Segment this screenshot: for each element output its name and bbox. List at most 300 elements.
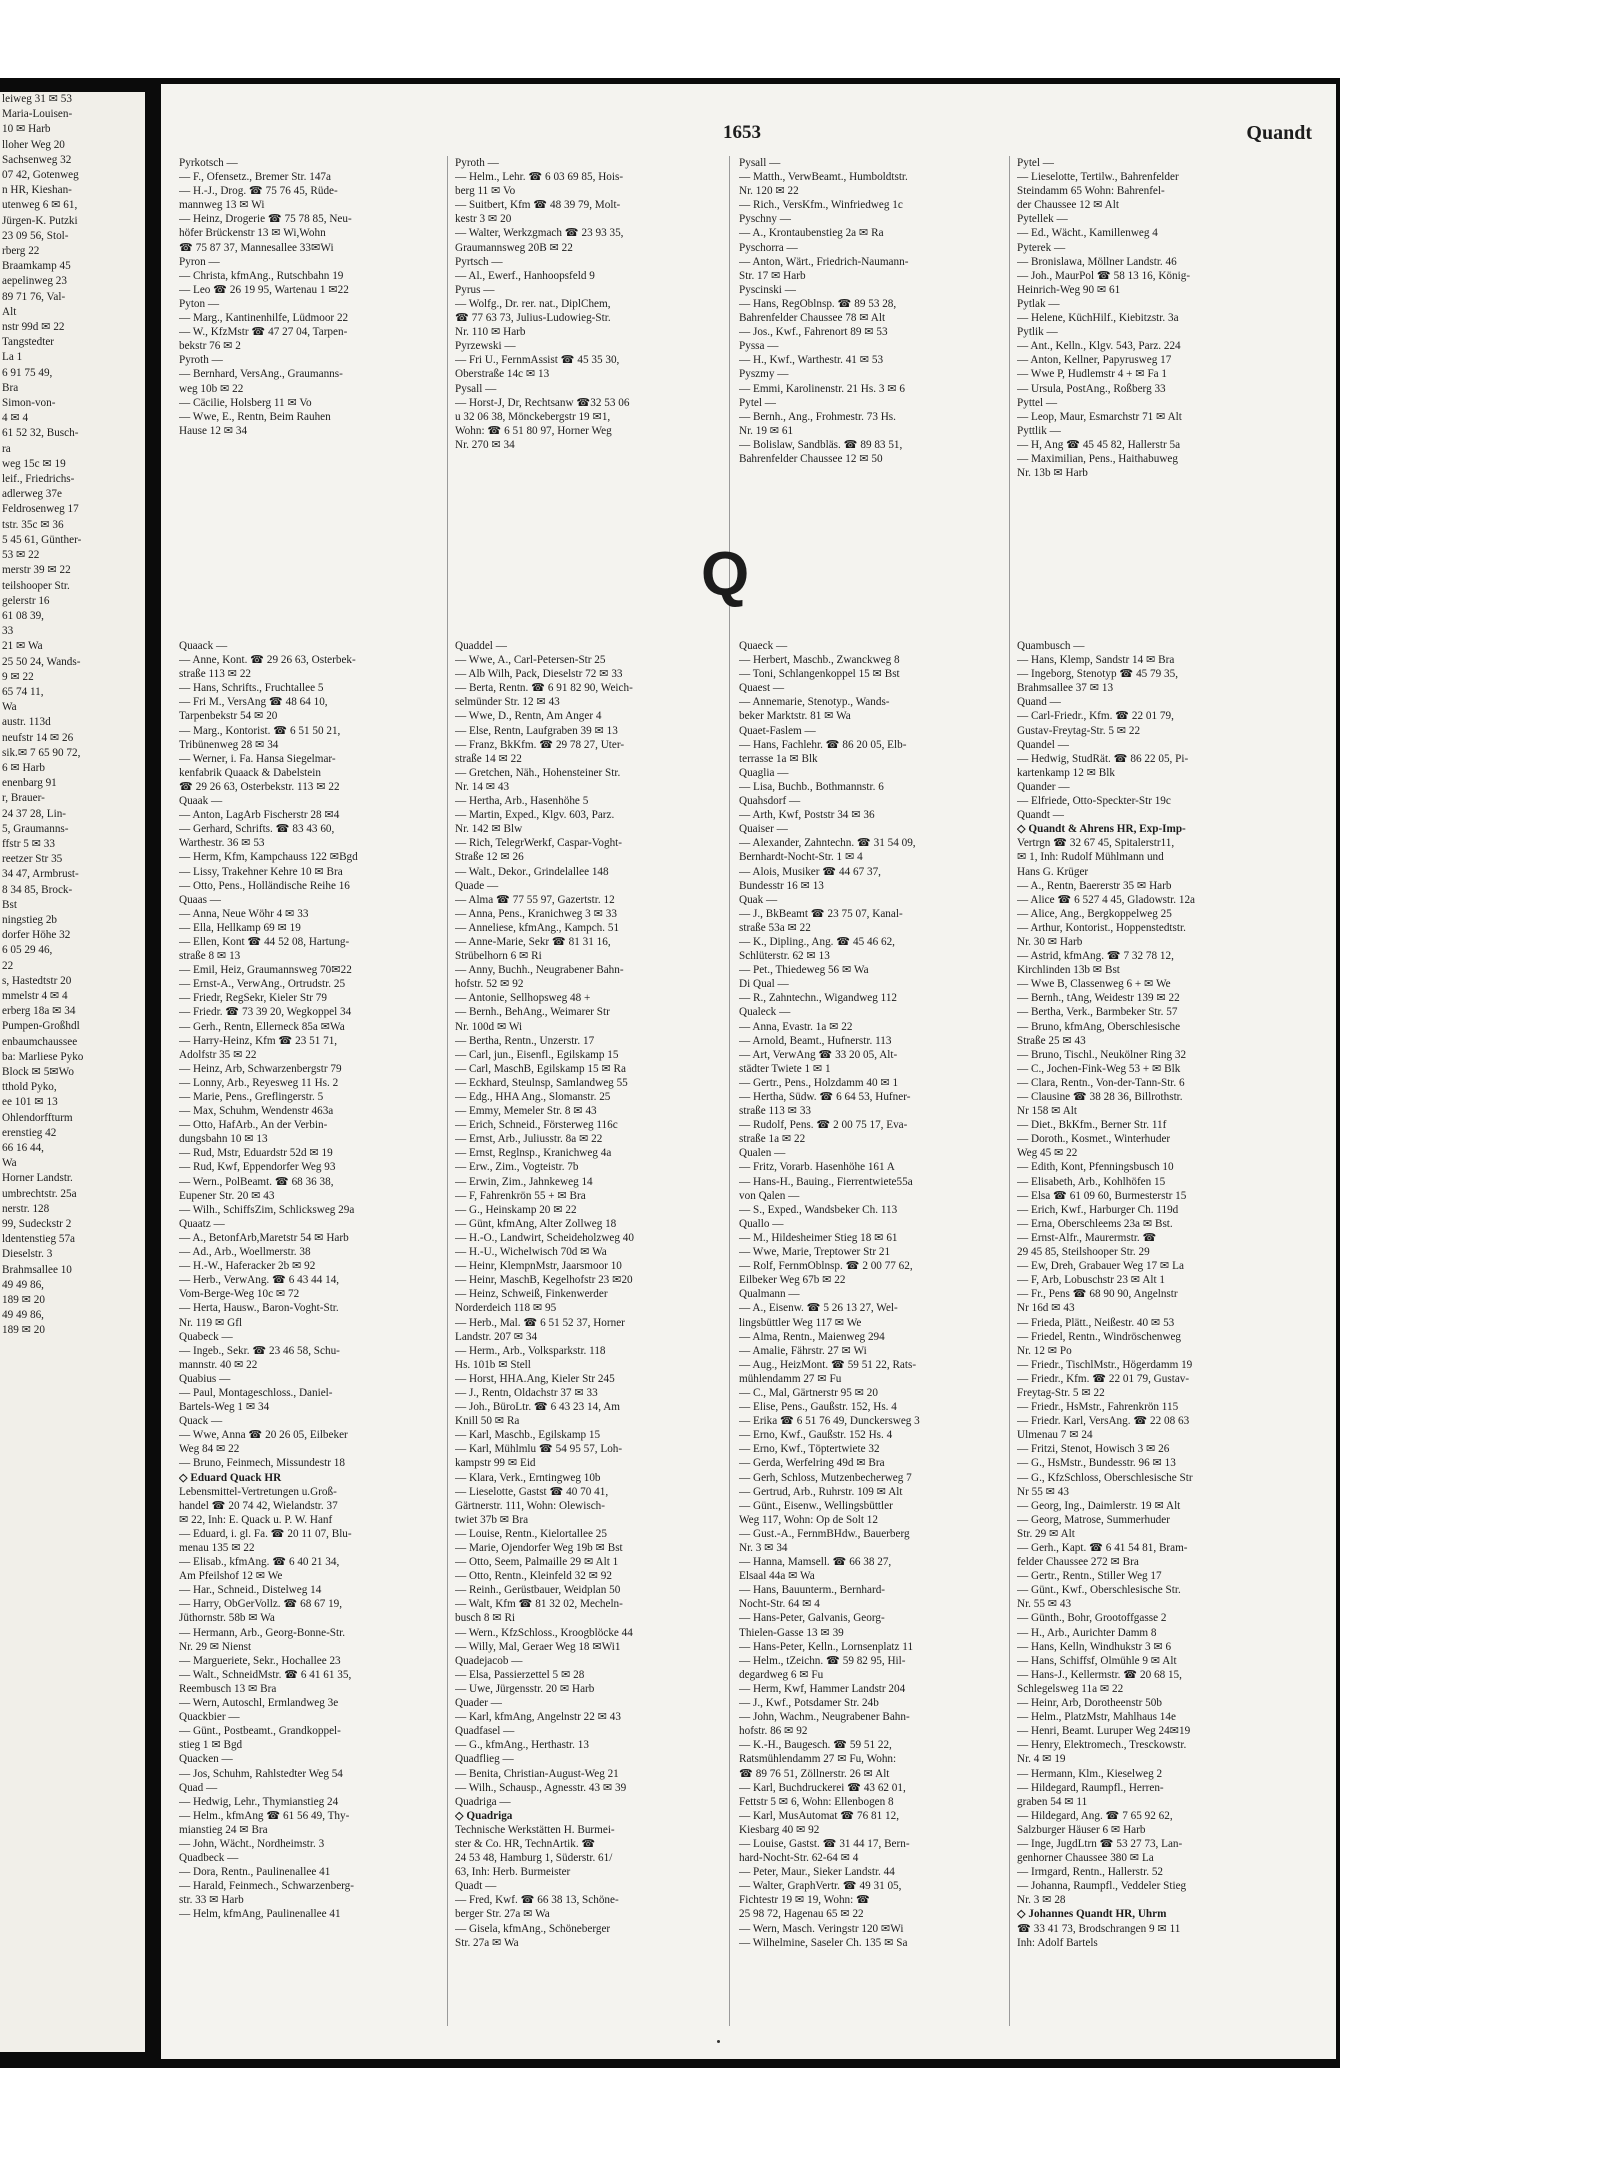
directory-entry-line: — Matth., VerwBeamt., Humboldtstr. (739, 171, 908, 184)
prev-page-line: Feldrosenweg 17 (2, 503, 79, 516)
directory-entry-line: — Carl, jun., Eisenfl., Egilskamp 15 (455, 1048, 619, 1061)
directory-entry-line: — Helm, kfmAng, Paulinenallee 41 (179, 1908, 341, 1921)
directory-entry-line: Eupener Str. 20 ✉ 43 (179, 1189, 275, 1202)
directory-entry-line: Nr. 120 ✉ 22 (739, 185, 799, 198)
prev-page-line: 9 ✉ 22 (2, 670, 34, 683)
surname-heading: Quandt — (1017, 809, 1064, 822)
directory-entry-line: — Bolislaw, Sandbläs. ☎ 89 83 51, (739, 438, 903, 451)
directory-entry-line: — Anneliese, kfmAng., Kampch. 51 (455, 921, 620, 934)
directory-entry-line: busch 8 ✉ Ri (455, 1612, 516, 1625)
directory-entry-line: — Doroth., Kosmet., Winterhuder (1017, 1133, 1171, 1146)
directory-entry-line: — Wilh., Schausp., Agnesstr. 43 ✉ 39 (455, 1781, 627, 1794)
directory-entry-line: — Bruno, Feinmech, Missundestr 18 (179, 1457, 345, 1470)
directory-entry-line: Kiesbarg 40 ✉ 92 (739, 1823, 820, 1836)
directory-entry-line: — Elfriede, Otto-Speckter-Str 19c (1017, 795, 1171, 808)
column-rule (1009, 156, 1010, 2026)
directory-entry-line: Fettstr 5 ✉ 6, Wohn: Ellenbogen 8 (739, 1795, 894, 1808)
directory-entry-line: straße 14 ✉ 22 (455, 752, 522, 765)
prev-page-line: 25 50 24, Wands- (2, 655, 81, 668)
directory-entry-line: — Herm, Kwf, Hammer Landstr 204 (739, 1682, 906, 1695)
directory-entry-line: — Karl, MusAutomat ☎ 76 81 12, (739, 1809, 899, 1822)
directory-entry-line: — Joh., MaurPol ☎ 58 13 16, König- (1017, 269, 1191, 282)
surname-heading: Qualen — (739, 1147, 786, 1160)
directory-entry-line: — Karl, Buchdruckerei ☎ 43 62 01, (739, 1781, 906, 1794)
directory-entry-line: Nr 55 ✉ 43 (1017, 1485, 1069, 1498)
surname-heading: Quallo — (739, 1217, 784, 1230)
prev-page-line: 34 47, Armbrust- (2, 868, 79, 881)
directory-entry-line: 29 45 85, Steilshooper Str. 29 (1017, 1246, 1150, 1259)
directory-entry-line: — Friedr. ☎ 73 39 20, Wegkoppel 34 (179, 1006, 352, 1019)
directory-entry-line: — Gerda, Werfelring 49d ✉ Bra (739, 1457, 885, 1470)
directory-entry-line: — Anton, LagArb Fischerstr 28 ✉4 (179, 809, 340, 822)
directory-entry-line: — Friedr., HsMstr., Fahrenkrön 115 (1017, 1401, 1179, 1414)
directory-entry-line: — Frieda, Plätt., Neißestr. 40 ✉ 53 (1017, 1316, 1175, 1329)
directory-entry-line: — Elsa ☎ 61 09 60, Burmesterstr 15 (1017, 1189, 1187, 1202)
prev-page-line: s, Hastedtstr 20 (2, 974, 72, 987)
directory-entry-line: — Lisa, Buchb., Bothmannstr. 6 (739, 780, 884, 793)
directory-entry-line: — Hans, Kelln, Windhukstr 3 ✉ 6 (1017, 1640, 1172, 1653)
directory-entry-line: — Berta, Rentn. ☎ 6 91 82 90, Weich- (455, 682, 633, 695)
directory-entry-line: hofstr. 86 ✉ 92 (739, 1725, 808, 1738)
prev-page-line: ba: Marliese Pyko (2, 1050, 84, 1063)
surname-heading: Pyton — (179, 297, 220, 310)
prev-page-line: 22 (2, 959, 14, 972)
surname-heading: Pyschny — (739, 213, 791, 226)
directory-entry-line: hofstr. 52 ✉ 92 (455, 978, 524, 991)
directory-entry-line: — Helm., PlatzMstr, Mahlhaus 14e (1017, 1711, 1176, 1724)
directory-entry-line: — Elisabeth, Arb., Kohlhöfen 15 (1017, 1175, 1166, 1188)
prev-page-line: Bst (2, 898, 17, 911)
directory-entry-line: — Elise, Pens., Gaußstr. 152, Hs. 4 (739, 1401, 897, 1414)
directory-entry-line: — G., kfmAng., Herthastr. 13 (455, 1739, 589, 1752)
directory-entry-line: — Hildegard, Ang. ☎ 7 65 92 62, (1017, 1809, 1173, 1822)
directory-entry-line: weg 10b ✉ 22 (179, 382, 244, 395)
surname-heading: Quadejacob — (455, 1654, 523, 1667)
directory-entry-line: — Diet., BkKfm., Berner Str. 11f (1017, 1119, 1167, 1132)
prev-page-line: gelerstr 16 (2, 594, 50, 607)
directory-entry-line: — J., BkBeamt ☎ 23 75 07, Kanal- (739, 907, 903, 920)
directory-entry-line: — Gertrud, Arb., Ruhrstr. 109 ✉ Alt (739, 1485, 903, 1498)
directory-entry-line: — Otto, HafArb., An der Verbin- (179, 1119, 328, 1132)
directory-entry-line: Ulmenau 7 ✉ 24 (1017, 1429, 1093, 1442)
directory-entry-line: Gustav-Freytag-Str. 5 ✉ 22 (1017, 724, 1141, 737)
prev-page-line: teilshooper Str. (2, 579, 70, 592)
directory-entry-line: — Annemarie, Stenotyp., Wands- (739, 696, 890, 709)
directory-entry-line: Lebensmittel-Vertretungen u.Groß- (179, 1485, 337, 1498)
directory-entry-line: — Hans, Fachlehr. ☎ 86 20 05, Elb- (739, 738, 907, 751)
surname-heading: Pyrtsch — (455, 255, 503, 268)
surname-heading: Quand — (1017, 696, 1061, 709)
prev-page-line: Braamkamp 45 (2, 260, 71, 273)
directory-entry-line: u 32 06 38, Mönckebergstr 19 ✉1, (455, 410, 611, 423)
surname-heading: Quaddel — (455, 640, 507, 652)
surname-heading: Quandel — (1017, 738, 1069, 751)
directory-entry-line: — Ernst-Alfr., Maurermstr. ☎ (1017, 1231, 1157, 1244)
directory-entry-line: — Benita, Christian-August-Weg 21 (455, 1767, 619, 1780)
directory-entry-line: ster & Co. HR, TechnArtik. ☎ (455, 1837, 596, 1850)
directory-entry-line: Freytag-Str. 5 ✉ 22 (1017, 1386, 1105, 1399)
prev-page-line: enbaumchaussee (2, 1035, 78, 1048)
prev-page-line: adlerweg 37e (2, 488, 62, 501)
directory-entry-line: Steindamm 65 Wohn: Bahrenfel- (1017, 185, 1165, 198)
directory-entry-line: — S., Exped., Wandsbeker Ch. 113 (739, 1203, 898, 1216)
surname-heading: Pytlak — (1017, 297, 1060, 310)
prev-page-line: 6 ✉ Harb (2, 761, 45, 774)
directory-entry-line: — Jos., Kwf., Fahrenort 89 ✉ 53 (739, 326, 888, 339)
directory-entry-line: — Ernst, Reglnsp., Kranichweg 4a (455, 1147, 612, 1160)
directory-entry-line: Nr. 110 ✉ Harb (455, 326, 526, 339)
directory-entry-line: — Fri U., FernmAssist ☎ 45 35 30, (455, 354, 620, 367)
directory-entry-line: Nocht-Str. 64 ✉ 4 (739, 1598, 820, 1611)
directory-entry-line: — Walt., Dekor., Grindelallee 148 (455, 865, 609, 878)
directory-entry-line: Nr 16d ✉ 43 (1017, 1302, 1075, 1315)
directory-entry-line: mannweg 13 ✉ Wi (179, 199, 265, 212)
directory-entry-line: — Fritzi, Stenot, Howisch 3 ✉ 26 (1017, 1443, 1170, 1456)
surname-heading: Quadriga — (455, 1795, 511, 1808)
directory-entry-line: Strübelhorn 6 ✉ Ri (455, 950, 542, 963)
entries-column-4-top (1017, 156, 1279, 511)
directory-entry-line: mianstieg 24 ✉ Bra (179, 1823, 268, 1836)
directory-entry-line: — Heinz, Schweiß, Finkenwerder (455, 1288, 608, 1301)
prev-page-line: 53 ✉ 22 (2, 549, 40, 562)
directory-entry-line: — Friedr, RegSekr, Kieler Str 79 (179, 992, 327, 1005)
directory-entry-line: — Bruno, Tischl., Neukölner Ring 32 (1017, 1048, 1187, 1061)
prev-page-line: nerstr. 128 (2, 1202, 50, 1215)
directory-entry-line: — F, Arb, Lobuschstr 23 ✉ Alt 1 (1017, 1274, 1166, 1287)
prev-page-line: austr. 113d (2, 716, 51, 729)
surname-heading: Quambusch — (1017, 640, 1085, 652)
directory-entry-line: — G., HsMstr., Bundesstr. 96 ✉ 13 (1017, 1457, 1176, 1470)
directory-entry-line: — Wwe B, Classenweg 6 + ✉ We (1017, 978, 1171, 991)
directory-entry-line: — Heinr, Arb, Dorotheenstr 50b (1017, 1697, 1162, 1710)
column-rule (447, 156, 448, 2026)
directory-entry-line: — Al., Ewerf., Hanhoopsfeld 9 (455, 269, 595, 282)
directory-entry-line: Norderdeich 118 ✉ 95 (455, 1302, 557, 1315)
surname-heading: Pyschorra — (739, 241, 798, 254)
directory-entry-line: — A., Rentn, Baererstr 35 ✉ Harb (1017, 879, 1172, 892)
prev-page-line: 6 05 29 46, (2, 944, 53, 957)
directory-entry-line: — Jos, Schuhm, Rahlstedter Weg 54 (179, 1767, 343, 1780)
prev-page-line: 33 (2, 625, 14, 638)
directory-entry-line: Tribünenweg 28 ✉ 34 (179, 738, 279, 751)
directory-entry-line: Ratsmühlendamm 27 ✉ Fu, Wohn: (739, 1753, 897, 1766)
directory-entry-line: — Ew, Dreh, Grabauer Weg 17 ✉ La (1017, 1260, 1184, 1273)
directory-entry-line: — Alice ☎ 6 527 4 45, Gladowstr. 12a (1017, 893, 1195, 906)
surname-heading: Quadt — (455, 1880, 497, 1893)
entries-column-2 (455, 639, 717, 2034)
surname-heading: ◇ Quandt & Ahrens HR, Exp-Imp- (1017, 823, 1186, 836)
directory-entry-line: — Heinr, MaschB, Kegelhofstr 23 ✉20 (455, 1274, 633, 1287)
directory-entry-line: — Ellen, Kont ☎ 44 52 08, Hartung- (179, 935, 350, 948)
directory-entry-line: Vom-Berge-Weg 10c ✉ 72 (179, 1288, 300, 1301)
surname-heading: Quader — (455, 1697, 502, 1710)
directory-entry-line: Straße 12 ✉ 26 (455, 851, 524, 864)
directory-entry-line: — Herm, Kfm, Kampchauss 122 ✉Bgd (179, 851, 358, 864)
directory-entry-line: — Hans-J., Kellermstr. ☎ 20 68 15, (1017, 1668, 1182, 1681)
directory-entry-line: — A., Krontaubenstieg 2a ✉ Ra (739, 227, 884, 240)
directory-entry-line: — Heinz, Drogerie ☎ 75 78 85, Neu- (179, 213, 352, 226)
directory-entry-line: — Karl, Maschb., Egilskamp 15 (455, 1429, 601, 1442)
directory-entry-line: Bartels-Weg 1 ✉ 34 (179, 1401, 270, 1414)
directory-entry-line: — Erna, Oberschleems 23a ✉ Bst. (1017, 1217, 1173, 1230)
directory-entry-line: — Emmi, Karolinenstr. 21 Hs. 3 ✉ 6 (739, 382, 905, 395)
directory-entry-line: — W., KfzMstr ☎ 47 27 04, Tarpen- (179, 326, 348, 339)
prev-page-line: dorfer Höhe 32 (2, 929, 71, 942)
prev-page-line: tstr. 35c ✉ 36 (2, 518, 64, 531)
directory-entry-line: — Gust.-A., FernmBHdw., Bauerberg (739, 1527, 910, 1540)
directory-entry-line: — Elisab., kfmAng. ☎ 6 40 21 34, (179, 1556, 340, 1569)
prev-page-line: n HR, Kieshan- (2, 184, 72, 197)
directory-entry-line: — Hertha, Südw. ☎ 6 64 53, Hufner- (739, 1091, 911, 1103)
prev-page-line: 89 71 76, Val- (2, 290, 66, 303)
directory-entry-line: hard-Nocht-Str. 62-64 ✉ 4 (739, 1852, 859, 1865)
directory-entry-line: Bahrenfelder Chaussee 78 ✉ Alt (739, 312, 886, 325)
prev-page-line: rberg 22 (2, 245, 40, 258)
directory-entry-line: straße 53a ✉ 22 (739, 921, 811, 934)
prev-page-line: ffstr 5 ✉ 33 (2, 837, 55, 850)
surname-heading: Quackbier — (179, 1711, 240, 1724)
directory-entry-line: ☎ 89 76 51, Zöllnerstr. 26 ✉ Alt (739, 1767, 890, 1780)
surname-heading: Pyszmy — (739, 368, 789, 381)
directory-entry-line: Weg 84 ✉ 22 (179, 1443, 240, 1456)
surname-heading: Pyroth — (455, 157, 499, 169)
prev-page-line: 5 45 61, Günther- (2, 533, 82, 546)
directory-entry-line: Straße 25 ✉ 43 (1017, 1034, 1086, 1047)
print-mark (717, 2040, 720, 2043)
directory-entry-line: — Otto, Pens., Holländische Reihe 16 (179, 879, 350, 892)
directory-entry-line: — J., Kwf., Potsdamer Str. 24b (739, 1697, 879, 1710)
prev-page-line: Block ✉ 5✉Wo (2, 1066, 74, 1078)
surname-heading: Pyttel — (1017, 396, 1058, 409)
directory-entry-line: — Alb Wilh, Pack, Dieselstr 72 ✉ 33 (455, 668, 623, 681)
directory-entry-line: — Maximilian, Pens., Haithabuweg (1017, 452, 1178, 465)
prev-page-line: 5, Graumanns- (2, 822, 69, 835)
entries-column-1 (179, 639, 441, 2034)
entries-column-1-top (179, 156, 441, 511)
directory-entry-line: — Toni, Schlangenkoppel 15 ✉ Bst (739, 668, 900, 681)
directory-entry-line: — Anna, Neue Wöhr 4 ✉ 33 (179, 907, 309, 920)
directory-entry-line: — Hans, Klemp, Sandstr 14 ✉ Bra (1017, 654, 1175, 667)
directory-entry-line: — Louise, Rentn., Kielortallee 25 (455, 1527, 607, 1540)
directory-entry-line: bekstr 76 ✉ 2 (179, 340, 241, 353)
prev-page-line: 24 37 28, Lin- (2, 807, 67, 820)
directory-entry-line: — Erno, Kwf., Töptertwiete 32 (739, 1443, 880, 1456)
directory-entry-line: — Horst, HHA.Ang, Kieler Str 245 (455, 1372, 615, 1385)
directory-entry-line: — Hans-H., Bauing., Fierrentwiete55a (739, 1175, 913, 1188)
surname-heading: Quander — (1017, 780, 1070, 793)
prev-page-line: Tangstedter (2, 336, 55, 349)
directory-entry-line: Hause 12 ✉ 34 (179, 424, 248, 437)
directory-entry-line: — John, Wachm., Neugrabener Bahn- (739, 1711, 910, 1724)
directory-entry-line: — Hanna, Mamsell. ☎ 66 38 27, (739, 1556, 892, 1569)
directory-entry-line: — Anne-Marie, Sekr ☎ 81 31 16, (455, 935, 611, 948)
surname-heading: Pyrzewski — (455, 340, 516, 353)
directory-entry-line: — Walt, Kfm ☎ 81 32 02, Mecheln- (455, 1598, 623, 1611)
surname-heading: Quahsdorf — (739, 795, 801, 808)
directory-entry-line: — Fritz, Vorarb. Hasenhöhe 161 A (739, 1161, 895, 1174)
directory-entry-line: straße 8 ✉ 13 (179, 950, 241, 963)
directory-entry-line: Brahmsallee 37 ✉ 13 (1017, 682, 1114, 695)
prev-page-line: sik.✉ 7 65 90 72, (2, 746, 81, 759)
directory-entry-line: — Franz, BkKfm. ☎ 29 78 27, Uter- (455, 738, 625, 751)
directory-entry-line: — Rolf, FernmOblnsp. ☎ 2 00 77 62, (739, 1260, 913, 1273)
surname-heading: Pyttlik — (1017, 424, 1061, 437)
directory-entry-line: Weg 117, Wohn: Op de Solt 12 (739, 1513, 878, 1526)
prev-page-line: erenstieg 42 (2, 1126, 57, 1139)
directory-entry-line: — Rud, Kwf, Eppendorfer Weg 93 (179, 1161, 336, 1174)
directory-entry-line: — Anne, Kont. ☎ 29 26 63, Osterbek- (179, 654, 356, 667)
directory-entry-line: — Friedr., TischlMstr., Högerdamm 19 (1017, 1358, 1193, 1371)
surname-heading: Pytel — (1017, 157, 1054, 169)
directory-entry-line: — Ursula, PostAng., Roßberg 33 (1017, 382, 1166, 395)
surname-heading: Quadflieg — (455, 1753, 514, 1766)
directory-entry-line: — Lieselotte, Tertilw., Bahrenfelder (1017, 171, 1179, 184)
prev-page-line: weg 15c ✉ 19 (2, 457, 66, 470)
directory-entry-line: Elsaal 44a ✉ Wa (739, 1570, 815, 1583)
directory-entry-line: Weg 45 ✉ 22 (1017, 1147, 1078, 1160)
prev-page-line: 189 ✉ 20 (2, 1294, 45, 1307)
prev-page-line: merstr 39 ✉ 22 (2, 564, 71, 577)
directory-entry-line: — Rudolf, Pens. ☎ 2 00 75 17, Eva- (739, 1119, 908, 1132)
surname-heading: Quaas — (179, 893, 221, 906)
directory-entry-line: mühlendamm 27 ✉ Fu (739, 1372, 842, 1385)
directory-entry-line: stieg 1 ✉ Bgd (179, 1739, 243, 1752)
directory-entry-line: Knill 50 ✉ Ra (455, 1415, 520, 1428)
directory-entry-line: — Suitbert, Kfm ☎ 48 39 79, Molt- (455, 199, 621, 212)
directory-entry-line: — H.-J., Drog. ☎ 75 76 45, Rüde- (179, 185, 338, 198)
directory-entry-line: — Herbert, Maschb., Zwanckweg 8 (739, 654, 900, 667)
directory-entry-line: Nr. 142 ✉ Blw (455, 823, 523, 836)
directory-entry-line: — Harry-Heinz, Kfm ☎ 23 51 71, (179, 1034, 338, 1047)
directory-entry-line: ☎ 77 63 73, Julius-Ludowieg-Str. (455, 312, 611, 325)
directory-entry-line: terrasse 1a ✉ Blk (739, 752, 818, 765)
prev-page-line: ra (2, 442, 11, 455)
directory-entry-line: — Erno, Kwf., Gaußstr. 152 Hs. 4 (739, 1429, 893, 1442)
page-number: 1653 (723, 122, 761, 143)
directory-entry-line: Graumannsweg 20B ✉ 22 (455, 241, 573, 254)
directory-entry-line: — Antonie, Sellhopsweg 48 + (455, 992, 591, 1005)
prev-page-line: La 1 (2, 351, 23, 364)
directory-entry-line: Gärtnerstr. 111, Wohn: Olewisch- (455, 1499, 605, 1512)
surname-heading: Pyssa — (739, 340, 779, 353)
column-rule (729, 156, 730, 2026)
surname-heading: Quabius — (179, 1372, 231, 1385)
prev-page-line: 23 09 56, Stol- (2, 229, 69, 242)
directory-entry-line: — Harry, ObGerVollz. ☎ 68 67 19, (179, 1598, 343, 1611)
directory-entry-line: — G., KfzSchloss, Oberschlesische Str (1017, 1471, 1193, 1484)
surname-heading: Quacken — (179, 1753, 233, 1766)
directory-entry-line: Str. 27a ✉ Wa (455, 1936, 519, 1949)
directory-entry-line: — Wolfg., Dr. rer. nat., DiplChem, (455, 297, 611, 310)
directory-entry-line: — Anton, Wärt., Friedrich-Naumann- (739, 255, 909, 268)
surname-heading: Quaak — (179, 795, 223, 808)
directory-entry-line: — Helm., kfmAng ☎ 61 56 49, Thy- (179, 1809, 350, 1822)
directory-entry-line: — Johanna, Raumpfl., Veddeler Stieg (1017, 1880, 1187, 1893)
surname-heading: Quaeck — (739, 640, 788, 652)
directory-entry-line: — Leop, Maur, Esmarchstr 71 ✉ Alt (1017, 410, 1182, 423)
prev-page-line: 61 08 39, (2, 609, 44, 622)
directory-entry-line: Thielen-Gasse 13 ✉ 39 (739, 1626, 844, 1639)
prev-page-line: enenbarg 91 (2, 777, 57, 790)
directory-entry-line: Wohn: ☎ 6 51 80 97, Horner Weg (455, 424, 612, 437)
directory-entry-line: — Edg., HHA Ang., Slomanstr. 25 (455, 1091, 611, 1103)
directory-entry-line: — Arnold, Beamt., Hufnerstr. 113 (739, 1034, 892, 1047)
directory-entry-line: Tarpenbekstr 54 ✉ 20 (179, 710, 278, 723)
directory-entry-line: — Lonny, Arb., Reyesweg 11 Hs. 2 (179, 1076, 339, 1089)
directory-entry-line: — Max, Schuhm, Wendenstr 463a (179, 1105, 334, 1118)
directory-entry-line: — Bernh., tAng, Weidestr 139 ✉ 22 (1017, 992, 1180, 1005)
directory-entry-line: Heinrich-Weg 90 ✉ 61 (1017, 283, 1121, 296)
prev-page-line: umbrechtstr. 25a (2, 1187, 77, 1200)
directory-entry-line: — Günt., Eisenw., Wellingsbüttler (739, 1499, 893, 1512)
directory-entry-line: — Fri M., VersAng ☎ 48 64 10, (179, 696, 328, 709)
directory-entry-line: — Walt., SchneidMstr. ☎ 6 41 61 35, (179, 1668, 352, 1681)
directory-entry-line: — Marie, Ojendorfer Weg 19b ✉ Bst (455, 1542, 623, 1554)
prev-page-line: leiweg 31 ✉ 53 (2, 93, 72, 105)
directory-entry-line: Warthestr. 36 ✉ 53 (179, 837, 265, 850)
directory-entry-line: — Gisela, kfmAng., Schöneberger (455, 1922, 611, 1935)
directory-entry-line: — K.-H., Baugesch. ☎ 59 51 22, (739, 1739, 892, 1752)
directory-entry-line: — Martin, Exped., Klgv. 603, Parz. (455, 809, 615, 822)
directory-entry-line: — Erich, Schneid., Försterweg 116c (455, 1119, 618, 1132)
directory-entry-line: straße 113 ✉ 33 (739, 1105, 812, 1118)
directory-entry-line: — Carl-Friedr., Kfm. ☎ 22 01 79, (1017, 710, 1174, 723)
surname-heading: Pyrkotsch — (179, 157, 238, 169)
directory-entry-line: — H.-O., Landwirt, Scheideholzweg 40 (455, 1231, 634, 1244)
directory-entry-line: — Wwe, Marie, Treptower Str 21 (739, 1246, 891, 1259)
prev-page-line: r, Brauer- (2, 792, 45, 805)
prev-page-line: Sachsenweg 32 (2, 153, 72, 166)
directory-entry-line: — Hermann, Arb., Georg-Bonne-Str. (179, 1626, 346, 1639)
directory-entry-line: straße 113 ✉ 22 (179, 668, 252, 681)
directory-entry-line: Reembusch 13 ✉ Bra (179, 1682, 277, 1695)
directory-entry-line: — F, Fahrenkrön 55 + ✉ Bra (455, 1189, 586, 1202)
directory-entry-line: — Irmgard, Rentn., Hallerstr. 52 (1017, 1866, 1164, 1879)
directory-entry-line: — Else, Rentn, Laufgraben 39 ✉ 13 (455, 724, 618, 737)
directory-entry-line: — Hans, Schrifts., Fruchtallee 5 (179, 682, 324, 695)
directory-entry-line: — F., Ofensetz., Bremer Str. 147a (179, 171, 331, 184)
directory-entry-line: — Inge, JugdLtrn ☎ 53 27 73, Lan- (1017, 1837, 1183, 1850)
surname-heading: Pysall — (739, 157, 781, 169)
directory-entry-line: Am Pfeilshof 12 ✉ We (179, 1570, 283, 1583)
prev-page-line: utenweg 6 ✉ 61, (2, 199, 78, 212)
directory-entry-line: — Alice, Ang., Bergkoppelweg 25 (1017, 907, 1172, 920)
directory-entry-line: — Rud, Mstr, Eduardstr 52d ✉ 19 (179, 1147, 333, 1160)
directory-entry-line: — Lieselotte, Gastst ☎ 40 70 41, (455, 1485, 609, 1498)
directory-entry-line: — Günt, kfmAng, Alter Zollweg 18 (455, 1217, 617, 1230)
directory-entry-line: — Bruno, kfmAng, Oberschlesische (1017, 1020, 1181, 1033)
directory-entry-line: — Edith, Kont, Pfenningsbusch 10 (1017, 1161, 1174, 1174)
directory-entry-line: — Alexander, Zahntechn. ☎ 31 54 09, (739, 837, 916, 850)
directory-entry-line: — Hermann, Klm., Kieselweg 2 (1017, 1767, 1163, 1780)
directory-entry-line: — Clara, Rentn., Von-der-Tann-Str. 6 (1017, 1076, 1185, 1089)
directory-entry-line: — Wwe P, Hudlemstr 4 + ✉ Fa 1 (1017, 368, 1168, 381)
surname-heading: ◇ Eduard Quack HR (179, 1471, 282, 1484)
directory-entry-line: — Hans-Peter, Galvanis, Georg- (739, 1612, 885, 1625)
directory-entry-line: Nr. 100d ✉ Wi (455, 1020, 523, 1033)
surname-heading: Quadfasel — (455, 1725, 515, 1738)
surname-heading: Pytellek — (1017, 213, 1068, 226)
surname-heading: Di Qual — (739, 978, 789, 991)
surname-heading: Pytel — (739, 396, 776, 409)
prev-page-line: 8 34 85, Brock- (2, 883, 73, 896)
surname-heading: Qualmann — (739, 1288, 800, 1301)
directory-entry-line: — Hildegard, Raumpfl., Herren- (1017, 1781, 1164, 1794)
directory-entry-line: Eilbeker Weg 67b ✉ 22 (739, 1274, 846, 1287)
directory-entry-line: — A., BetonfArb,Maretstr 54 ✉ Harb (179, 1231, 349, 1244)
surname-heading: Quabeck — (179, 1330, 233, 1343)
directory-entry-line: — Eduard, i. gl. Fa. ☎ 20 11 07, Blu- (179, 1527, 352, 1540)
